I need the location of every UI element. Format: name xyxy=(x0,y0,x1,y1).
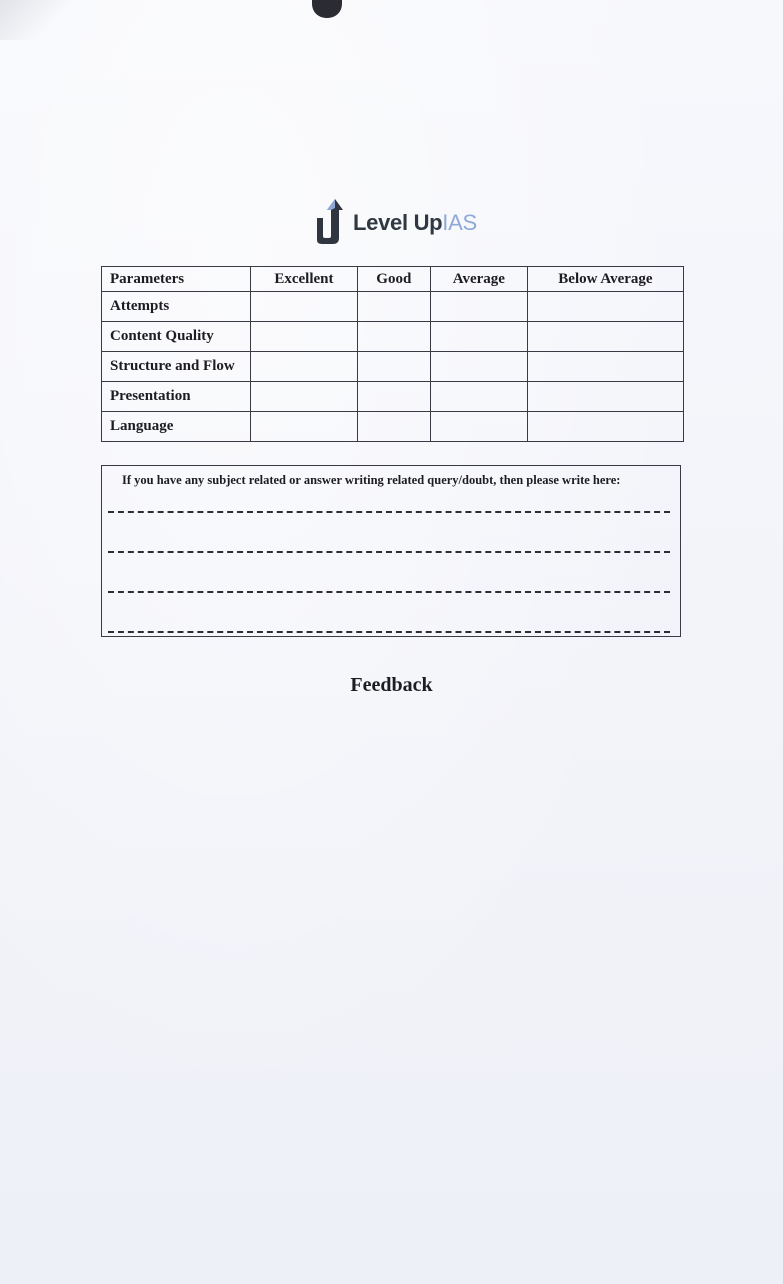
rating-cell xyxy=(527,382,683,412)
rating-cell xyxy=(357,292,430,322)
rating-cell xyxy=(527,352,683,382)
row-label: Structure and Flow xyxy=(102,352,251,382)
brand-logo xyxy=(313,195,477,247)
row-label: Attempts xyxy=(102,292,251,322)
table-row xyxy=(102,322,684,352)
table-row xyxy=(102,352,684,382)
rating-cell xyxy=(430,412,527,442)
table-header-row xyxy=(102,267,684,292)
rating-cell xyxy=(430,292,527,322)
header-good: Good xyxy=(357,267,430,292)
rating-cell xyxy=(357,382,430,412)
row-label: Presentation xyxy=(102,382,251,412)
row-label: Language xyxy=(102,412,251,442)
rating-cell xyxy=(357,322,430,352)
rating-cell xyxy=(527,322,683,352)
table-row xyxy=(102,292,684,322)
write-line xyxy=(108,591,670,593)
write-line xyxy=(108,511,670,513)
rating-cell xyxy=(430,322,527,352)
table-row xyxy=(102,382,684,412)
header-below-average: Below Average xyxy=(527,267,683,292)
level-up-arrow-icon xyxy=(313,196,347,246)
header-parameters: Parameters xyxy=(102,267,251,292)
brand-accent: IAS xyxy=(442,210,477,235)
rating-cell xyxy=(527,292,683,322)
binder-clip-mark xyxy=(312,0,342,18)
brand-name xyxy=(353,210,477,236)
rating-cell xyxy=(251,382,358,412)
row-label: Content Quality xyxy=(102,322,251,352)
rating-cell xyxy=(251,292,358,322)
rating-cell xyxy=(430,352,527,382)
rating-cell xyxy=(527,412,683,442)
query-box xyxy=(101,465,681,637)
rating-cell xyxy=(251,322,358,352)
rating-table xyxy=(101,266,684,442)
write-line xyxy=(108,551,670,553)
query-prompt: If you have any subject related or answer writing related query/doubt, then please write here: xyxy=(122,473,621,487)
rating-cell xyxy=(251,352,358,382)
rating-cell xyxy=(430,382,527,412)
write-line xyxy=(108,631,670,633)
header-average: Average xyxy=(430,267,527,292)
table-row xyxy=(102,412,684,442)
feedback-title: Feedback xyxy=(350,674,433,696)
scan-shadow xyxy=(0,0,70,40)
rating-cell xyxy=(357,412,430,442)
brand-main: Level Up xyxy=(353,210,443,235)
rating-cell xyxy=(357,352,430,382)
header-excellent: Excellent xyxy=(251,267,358,292)
rating-cell xyxy=(251,412,358,442)
